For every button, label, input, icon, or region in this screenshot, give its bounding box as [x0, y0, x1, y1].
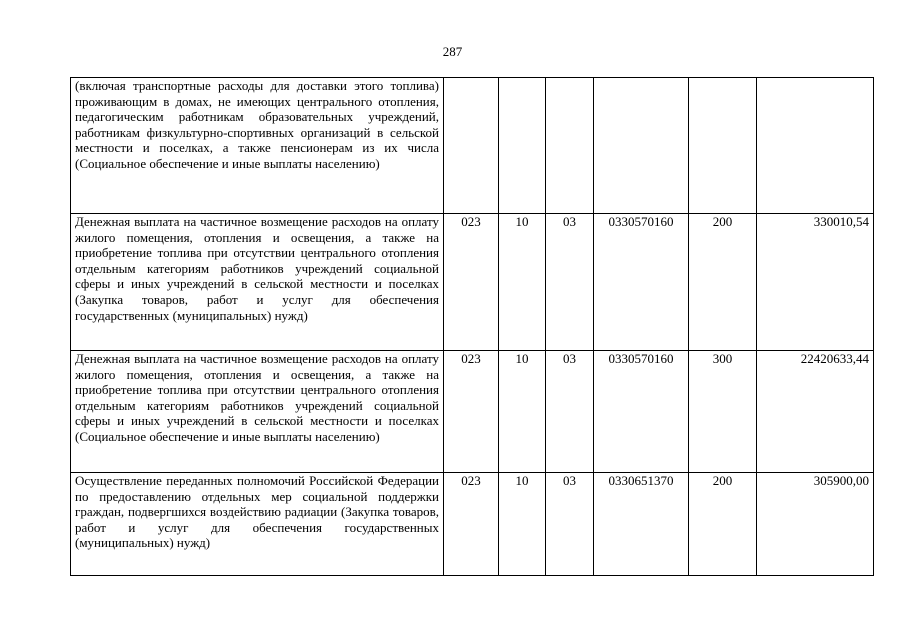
expense-type-code [689, 78, 757, 214]
table-row [71, 214, 874, 351]
ministry-code: 023 [444, 473, 499, 576]
expense-type-code: 200 [689, 473, 757, 576]
ministry-code: 023 [444, 214, 499, 351]
amount [757, 78, 874, 214]
subsection-code: 03 [546, 214, 594, 351]
section-code: 10 [499, 351, 546, 473]
section-code [499, 78, 546, 214]
expense-type-code: 300 [689, 351, 757, 473]
budget-table [70, 77, 874, 576]
subsection-code: 03 [546, 351, 594, 473]
target-article-code: 0330570160 [594, 214, 689, 351]
amount: 330010,54 [757, 214, 874, 351]
amount: 305900,00 [757, 473, 874, 576]
subsection-code [546, 78, 594, 214]
table-row [71, 351, 874, 473]
amount: 22420633,44 [757, 351, 874, 473]
row-description: Денежная выплата на частичное возмещение расходов на оплату жилого помещения, отопления и освещения, а также на приобретение топлива при отсутствии центрального отопления отдельным категориям работников учреждений социальной сферы и иных учреждений в сельской местности и поселках (Социальное обеспечение и иные выплаты населению) [71, 351, 444, 473]
ministry-code [444, 78, 499, 214]
target-article-code: 0330570160 [594, 351, 689, 473]
subsection-code: 03 [546, 473, 594, 576]
expense-type-code: 200 [689, 214, 757, 351]
section-code: 10 [499, 473, 546, 576]
target-article-code [594, 78, 689, 214]
section-code: 10 [499, 214, 546, 351]
row-description: (включая транспортные расходы для доставки этого топлива) проживающим в домах, не имеющих центрального отопления, педагогическим работникам образовательных учреждений, работникам физкультурно-спортивных организаций в сельской местности и поселках, а также пенсионерам из их числа (Социальное обеспечение и иные выплаты населению) [71, 78, 444, 214]
target-article-code: 0330651370 [594, 473, 689, 576]
table-row [71, 78, 874, 214]
row-description: Денежная выплата на частичное возмещение расходов на оплату жилого помещения, отопления и освещения, а также на приобретение топлива при отсутствии центрального отопления отдельным категориям работников учреждений социальной сферы и иных учреждений в сельской местности и поселках (Закупка товаров, работ и услуг для обеспечения государственных (муниципальных) нужд) [71, 214, 444, 351]
table-row [71, 473, 874, 576]
page-number: 287 [442, 44, 463, 59]
row-description: Осуществление переданных полномочий Российской Федерации по предоставлению отдельных мер социальной поддержки граждан, подвергшихся воздействию радиации (Закупка товаров, работ и услуг для обеспечения государственных (муниципальных) нужд) [71, 473, 444, 576]
ministry-code: 023 [444, 351, 499, 473]
